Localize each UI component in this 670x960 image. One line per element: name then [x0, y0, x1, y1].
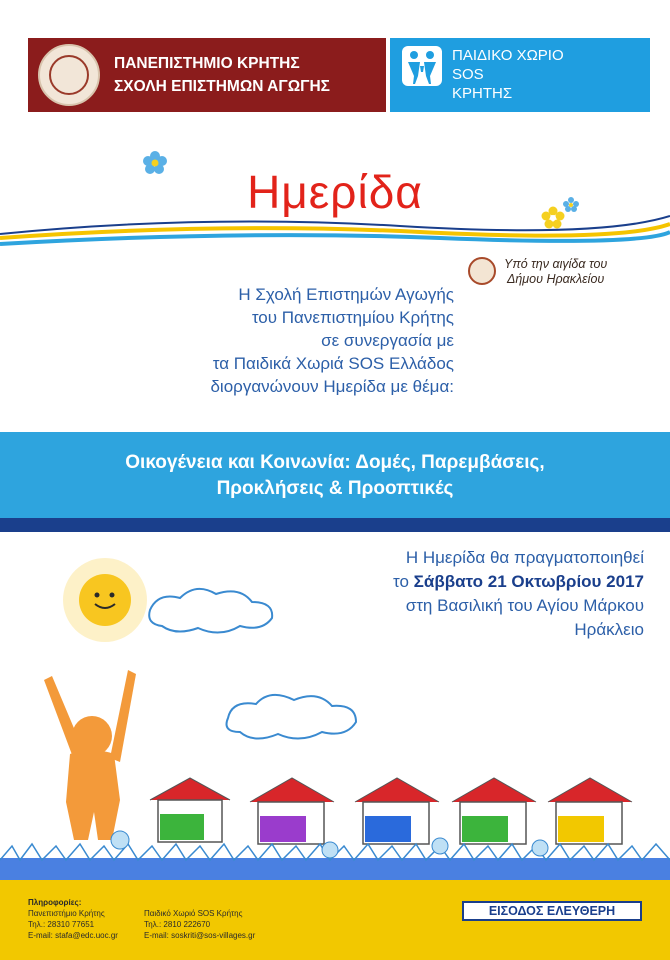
footer-info-title: Πληροφορίες:: [28, 898, 82, 907]
intro-line2: του Πανεπιστημίου Κρήτης: [251, 308, 454, 327]
theme-line2: Προκλήσεις & Προοπτικές: [216, 478, 454, 499]
footer-sos-org: Παιδικό Χωριό SOS Κρήτης: [144, 909, 243, 918]
patronage-text: [504, 257, 607, 287]
uoc-line2: ΣΧΟΛΗ ΕΠΙΣΤΗΜΩΝ ΑΓΩΓΗΣ: [114, 78, 330, 95]
theme-band-stripe: [0, 518, 670, 532]
sos-line3: ΚΡΗΤΗΣ: [452, 85, 513, 102]
event-date-prefix: το: [393, 572, 409, 591]
footer-uoc-tel: Τηλ.: 28310 77651: [28, 920, 95, 929]
house-icon: [150, 778, 230, 842]
free-entry-badge: ΕΙΣΟΔΟΣ ΕΛΕΥΘΕΡΗ: [462, 901, 642, 921]
uoc-header-box: [28, 38, 386, 112]
intro-line5: διοργανώνουν Ημερίδα με θέμα:: [210, 377, 454, 396]
sos-line2: SOS: [452, 66, 484, 83]
event-line1: Η Ημερίδα θα πραγματοποιηθεί: [405, 548, 644, 567]
sos-children-icon: [402, 46, 442, 86]
event-info: [300, 546, 644, 642]
intro-line4: τα Παιδικά Χωριά SOS Ελλάδος: [212, 354, 454, 373]
footer-uoc-email: E-mail: stafa@edc.uoc.gr: [28, 931, 118, 940]
sos-title: [452, 46, 564, 103]
footer-contact-sos: [144, 897, 255, 941]
house-icon: [452, 778, 536, 844]
sun-icon: [63, 558, 147, 642]
cloud-icon: [227, 695, 357, 739]
intro-text: [0, 283, 454, 398]
municipality-seal-icon: [468, 257, 496, 285]
cloud-icon: [149, 589, 272, 633]
house-icon: [355, 778, 439, 844]
patronage-line2: Δήμου Ηρακλείου: [506, 272, 605, 286]
sos-line1: ΠΑΙΔΙΚΟ ΧΩΡΙΟ: [452, 47, 564, 64]
event-line3: στη Βασιλική του Αγίου Μάρκου: [405, 596, 644, 615]
uoc-line1: ΠΑΝΕΠΙΣΤΗΜΙΟ ΚΡΗΤΗΣ: [114, 55, 300, 72]
uoc-title: [114, 52, 330, 98]
footer-uoc-org: Πανεπιστήμιο Κρήτης: [28, 909, 105, 918]
event-line4: Ηράκλειο: [574, 620, 644, 639]
page-title: Ημερίδα: [247, 166, 423, 218]
patronage-line1: Υπό την αιγίδα του: [504, 257, 608, 271]
child-figure: [44, 670, 136, 840]
house-icon: [250, 778, 334, 844]
theme-title: [0, 450, 670, 502]
house-icon: [548, 778, 632, 844]
footer-sos-email: E-mail: soskriti@sos-villages.gr: [144, 931, 256, 940]
sos-header-box: [390, 38, 650, 112]
footer-sos-tel: Τηλ.: 2810 222670: [144, 920, 211, 929]
event-date: Σάββατο 21 Οκτωβρίου 2017: [413, 572, 644, 591]
intro-line3: σε συνεργασία με: [321, 331, 454, 350]
theme-line1: Οικογένεια και Κοινωνία: Δομές, Παρεμβάσεις,: [125, 452, 545, 473]
swoosh-decoration: [0, 208, 670, 258]
university-seal-icon: [38, 44, 100, 106]
intro-line1: Η Σχολή Επιστημών Αγωγής: [238, 285, 454, 304]
footer-contact-uoc: [28, 897, 118, 941]
event-line2: [300, 570, 644, 594]
